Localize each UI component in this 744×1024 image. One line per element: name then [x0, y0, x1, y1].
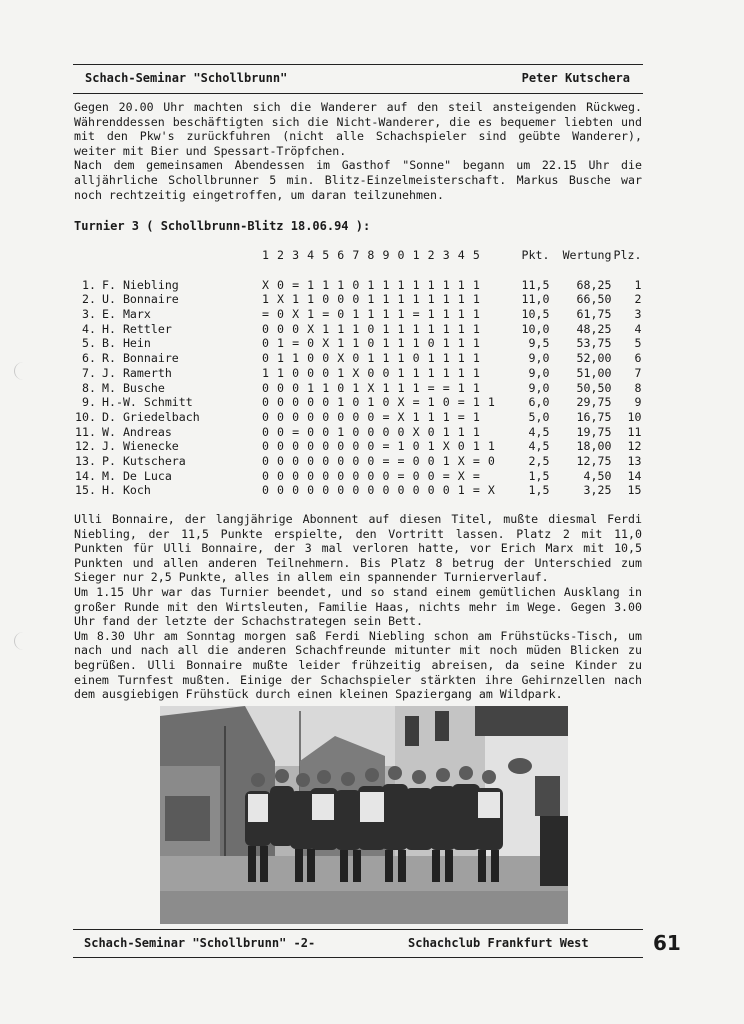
- row-wertung: 66,50: [576, 292, 612, 307]
- row-place: 2: [634, 292, 642, 307]
- row-wertung: 48,25: [576, 321, 612, 336]
- row-results-grid: 0 0 = 0 0 1 0 0 0 0 X 0 1 1 1: [262, 424, 481, 439]
- row-player-name: H. Rettler: [102, 321, 172, 336]
- row-wertung: 12,75: [576, 453, 612, 468]
- row-points: 9,0: [528, 365, 550, 380]
- row-rank: 12.: [75, 439, 96, 454]
- row-rank: 4.: [82, 321, 96, 336]
- row-player-name: R. Bonnaire: [102, 351, 179, 366]
- row-results-grid: 0 0 0 0 0 0 0 0 0 0 0 0 0 1 = X: [262, 483, 496, 498]
- row-player-name: H. Koch: [102, 483, 151, 498]
- row-results-grid: 0 0 0 0 0 0 0 0 = 1 0 1 X 0 1 1: [262, 439, 496, 454]
- table-row: [72, 336, 641, 351]
- row-points: 5,0: [528, 409, 550, 424]
- row-points: 9,0: [528, 380, 550, 395]
- row-rank: 8.: [82, 380, 96, 395]
- row-player-name: F. Niebling: [102, 277, 179, 292]
- row-place: 4: [634, 321, 642, 336]
- row-wertung: 52,00: [576, 351, 612, 366]
- row-points: 6,0: [528, 395, 550, 410]
- column-header-wertung: Wertung: [562, 248, 612, 263]
- table-row: [72, 292, 641, 307]
- column-header-pkt: Pkt.: [521, 248, 550, 263]
- row-rank: 1.: [82, 277, 96, 292]
- row-place: 8: [634, 380, 642, 395]
- row-results-grid: 0 0 0 1 1 0 1 X 1 1 1 = = 1 1: [262, 380, 481, 395]
- table-row: [72, 424, 641, 439]
- row-player-name: U. Bonnaire: [102, 292, 179, 307]
- row-wertung: 61,75: [576, 307, 612, 322]
- table-row: [72, 351, 641, 366]
- row-player-name: J. Wienecke: [102, 439, 179, 454]
- row-results-grid: 0 0 0 0 0 0 0 0 = = 0 0 1 X = 0: [262, 453, 496, 468]
- row-place: 15: [627, 483, 642, 498]
- row-results-grid: 1 1 0 0 0 1 X 0 0 1 1 1 1 1 1: [262, 365, 481, 380]
- page-number: 61: [653, 931, 681, 955]
- row-place: 5: [634, 336, 642, 351]
- row-points: 1,5: [528, 483, 550, 498]
- footer-title: Schach-Seminar "Schollbrunn" -2-: [84, 936, 316, 950]
- row-player-name: M. De Luca: [102, 468, 172, 483]
- tournament-heading: Turnier 3 ( Schollbrunn-Blitz 18.06.94 ):: [74, 219, 371, 233]
- row-rank: 14.: [75, 468, 96, 483]
- row-place: 10: [627, 409, 642, 424]
- row-rank: 5.: [82, 336, 96, 351]
- row-rank: 13.: [75, 453, 96, 468]
- table-row: [72, 380, 641, 395]
- row-results-grid: 0 1 = 0 X 1 1 0 1 1 1 0 1 1 1: [262, 336, 481, 351]
- row-place: 6: [634, 351, 642, 366]
- row-player-name: W. Andreas: [102, 424, 172, 439]
- row-points: 11,5: [521, 277, 550, 292]
- row-wertung: 51,00: [576, 365, 612, 380]
- row-points: 10,5: [521, 307, 550, 322]
- row-rank: 6.: [82, 351, 96, 366]
- table-row: [72, 410, 641, 425]
- row-place: 3: [634, 307, 642, 322]
- row-wertung: 68,25: [576, 277, 612, 292]
- row-results-grid: X 0 = 1 1 1 0 1 1 1 1 1 1 1 1: [262, 277, 481, 292]
- row-place: 13: [627, 453, 642, 468]
- row-points: 2,5: [528, 453, 550, 468]
- row-results-grid: 1 X 1 1 0 0 0 1 1 1 1 1 1 1 1: [262, 292, 481, 307]
- header-title: Schach-Seminar "Schollbrunn": [85, 71, 288, 85]
- column-numbers: 1 2 3 4 5 6 7 8 9 0 1 2 3 4 5: [262, 248, 481, 263]
- punch-hole: [14, 632, 33, 650]
- row-points: 4,5: [528, 424, 550, 439]
- row-wertung: 16,75: [576, 409, 612, 424]
- paragraph: Nach dem gemeinsamen Abendessen im Gasthof "Sonne" begann um 22.15 Uhr die alljährliche Schollbrunner 5 min. Blitz-Einzelmeisterschaft. Markus Busche war noch rechtzeitig eingetroffen, um daran teilzunehmen.: [74, 158, 642, 202]
- row-rank: 9.: [82, 395, 96, 410]
- table-row: [72, 321, 641, 336]
- row-place: 12: [627, 439, 642, 454]
- footer-rule-bottom: [73, 957, 643, 958]
- row-wertung: 3,25: [583, 483, 612, 498]
- row-wertung: 53,75: [576, 336, 612, 351]
- row-player-name: H.-W. Schmitt: [102, 395, 193, 410]
- row-points: 9,0: [528, 351, 550, 366]
- row-points: 4,5: [528, 439, 550, 454]
- column-header-plz: Plz.: [613, 248, 642, 263]
- punch-hole: [14, 362, 33, 380]
- paragraph: Ulli Bonnaire, der langjährige Abonnent auf diesen Titel, mußte diesmal Ferdi Niebling, der 11,5 Punkte erspielte, den Vortritt lassen. Platz 2 mit 11,0 Punkten für Ulli Bonnaire, der 3 mal verloren hatte, vor Erich Marx mit 10,5 Punkten und allen anderen Teilnehmern. Bis Platz 8 betrug der Unterschied zum Sieger nur 2,5 Punkte, alles in allem ein spannender Turnierverlauf.: [74, 512, 642, 585]
- table-row: [72, 439, 641, 454]
- row-rank: 7.: [82, 365, 96, 380]
- paragraph: Um 1.15 Uhr war das Turnier beendet, und so stand einem gemütlichen Ausklang in großer Runde mit den Wirtsleuten, Familie Haas, nichts mehr im Wege. Gegen 3.00 Uhr fand der letzte der Schachstrategen sein Bett.: [74, 584, 642, 629]
- row-wertung: 19,75: [576, 424, 612, 439]
- footer-rule-top: [73, 929, 643, 930]
- row-points: 11,0: [521, 292, 550, 307]
- row-place: 7: [634, 365, 642, 380]
- row-player-name: P. Kutschera: [102, 453, 186, 468]
- row-wertung: 18,00: [576, 439, 612, 454]
- row-rank: 3.: [82, 307, 96, 322]
- row-rank: 15.: [75, 483, 96, 498]
- row-rank: 11.: [75, 424, 96, 439]
- row-rank: 2.: [82, 292, 96, 307]
- row-player-name: B. Hein: [102, 336, 151, 351]
- paragraph: Um 8.30 Uhr am Sonntag morgen saß Ferdi Niebling schon am Frühstücks-Tisch, um nach und nach all die anderen Schachfreunde mitunter mit noch müden Blicken zu begrüßen. Ulli Bonnaire mußte leider frühzeitig abreisen, da seine Kinder zu einem Turnfest mußten. Einige der Schachspieler stärkten ihre Gehirnzellen nach dem ausgiebigen Frühstück durch einen kleinen Spaziergang am Wildpark.: [74, 628, 642, 702]
- results-table: [72, 248, 641, 498]
- row-player-name: D. Griedelbach: [102, 409, 200, 424]
- row-results-grid: 0 0 0 0 0 0 0 0 = X 1 1 1 = 1: [262, 409, 481, 424]
- row-results-grid: 0 0 0 0 0 0 0 0 0 = 0 0 = X =: [262, 468, 481, 483]
- row-results-grid: 0 0 0 X 1 1 1 0 1 1 1 1 1 1 1: [262, 321, 481, 336]
- header-rule-top: [73, 64, 643, 65]
- row-points: 9,5: [528, 336, 550, 351]
- table-row: [72, 366, 641, 381]
- row-results-grid: = 0 X 1 = 0 1 1 1 1 = 1 1 1 1: [262, 307, 481, 322]
- footer-club: Schachclub Frankfurt West: [408, 936, 589, 950]
- report-text: [74, 512, 642, 702]
- table-row: [72, 483, 641, 498]
- table-row: [72, 454, 641, 469]
- row-place: 9: [634, 395, 642, 410]
- row-rank: 10.: [75, 409, 96, 424]
- header-author: Peter Kutschera: [521, 71, 630, 85]
- page-header: [85, 71, 630, 85]
- table-row: [72, 307, 641, 322]
- row-wertung: 50,50: [576, 380, 612, 395]
- row-points: 1,5: [528, 468, 550, 483]
- row-player-name: M. Busche: [102, 380, 165, 395]
- intro-text: [74, 100, 642, 202]
- row-results-grid: 0 0 0 0 0 1 0 1 0 X = 1 0 = 1 1: [262, 395, 496, 410]
- table-row: [72, 277, 641, 292]
- row-place: 11: [627, 424, 642, 439]
- row-player-name: J. Ramerth: [102, 365, 172, 380]
- table-row: [72, 468, 641, 483]
- row-place: 14: [627, 468, 642, 483]
- header-rule-bottom: [73, 93, 643, 94]
- group-photo: [160, 706, 568, 924]
- row-player-name: E. Marx: [102, 307, 151, 322]
- table-row: [72, 395, 641, 410]
- table-header-row: [72, 248, 641, 263]
- row-points: 10,0: [521, 321, 550, 336]
- paragraph: Gegen 20.00 Uhr machten sich die Wanderer auf den steil ansteigenden Rückweg. Währenddessen beschäftigten sich die Nicht-Wanderer, die es bequemer liebten und mit den Pkw's zurückfuhren (nicht alle Schachspieler sind geübte Wanderer), weiter mit Bier und Spessart-Tröpfchen.: [74, 100, 642, 158]
- row-place: 1: [634, 277, 642, 292]
- row-wertung: 4,50: [583, 468, 612, 483]
- row-results-grid: 0 1 1 0 0 X 0 1 1 1 0 1 1 1 1: [262, 351, 481, 366]
- row-wertung: 29,75: [576, 395, 612, 410]
